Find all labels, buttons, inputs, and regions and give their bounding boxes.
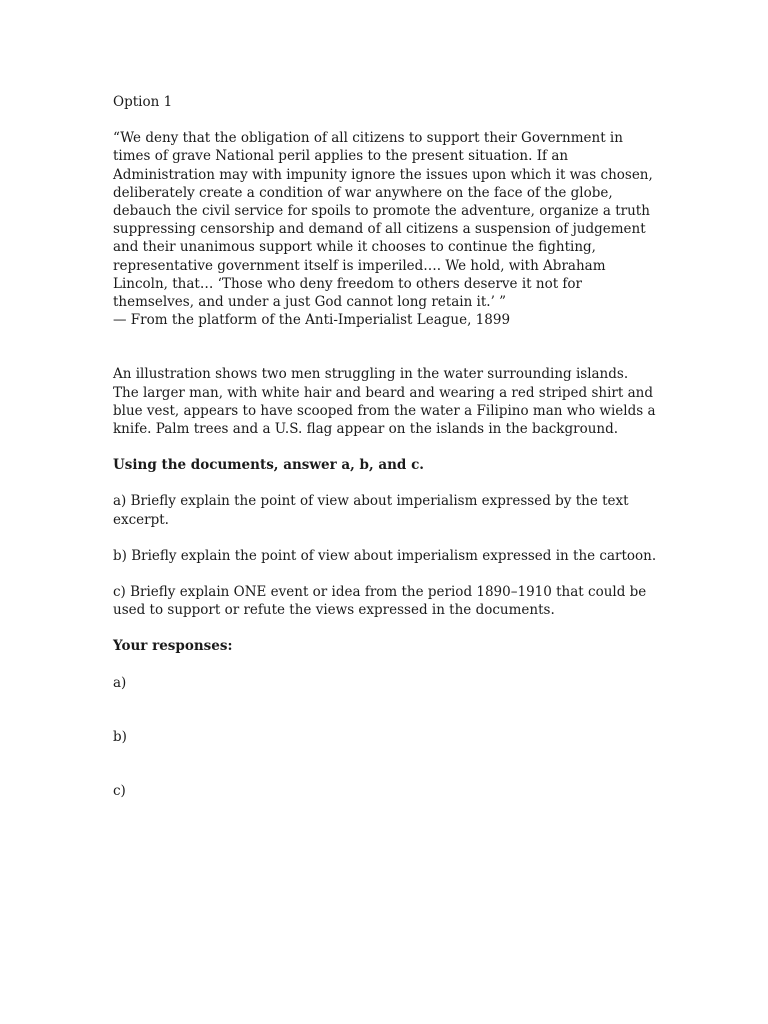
document-heading: Option 1 — [113, 94, 173, 110]
question-b: b) Briefly explain the point of view about imperialism expressed in the cartoon. — [113, 547, 657, 564]
quote-text: “We deny that the obligation of all citizens to support their Government in times of grave National peril applies to the present situation. If an Administration may with impunity ignore the issues upon which it was chosen, deliberately create a condition of war anywhere on the face of the globe, debauch the civil service for spoils to promote the adventure, organize a truth suppressing censorship and demand of all citizens a suspension of judgement and their unanimous support while it chooses to continue the fighting, representative government itself is imperiled…. We hold, with Abraham Lincoln, that… ‘Those who deny freedom to others deserve it not for themselves, and under a just God cannot long retain it.’ ” — [113, 130, 653, 311]
question-c: c) Briefly explain ONE event or idea from the period 1890–1910 that could be used to support or refute the views expressed in the documents. — [113, 584, 647, 619]
response-c-label: c) — [113, 782, 126, 799]
question-a: a) Briefly explain the point of view about imperialism expressed by the text excerpt. — [113, 493, 629, 528]
document-page — [113, 93, 658, 836]
response-a-label: a) — [113, 674, 127, 691]
response-b-label: b) — [113, 728, 127, 745]
illustration-description: An illustration shows two men struggling in the water surrounding islands. The larger man, with white hair and beard and wearing a red striped shirt and blue vest, appears to have scooped from the water a Filipino man who wields a knife. Palm trees and a U.S. flag appear on the islands in the background. — [113, 366, 656, 438]
quote-attribution: — From the platform of the Anti-Imperialist League, 1899 — [113, 312, 511, 329]
instruction-text: Using the documents, answer a, b, and c. — [113, 457, 424, 474]
responses-title: Your responses: — [113, 638, 233, 655]
